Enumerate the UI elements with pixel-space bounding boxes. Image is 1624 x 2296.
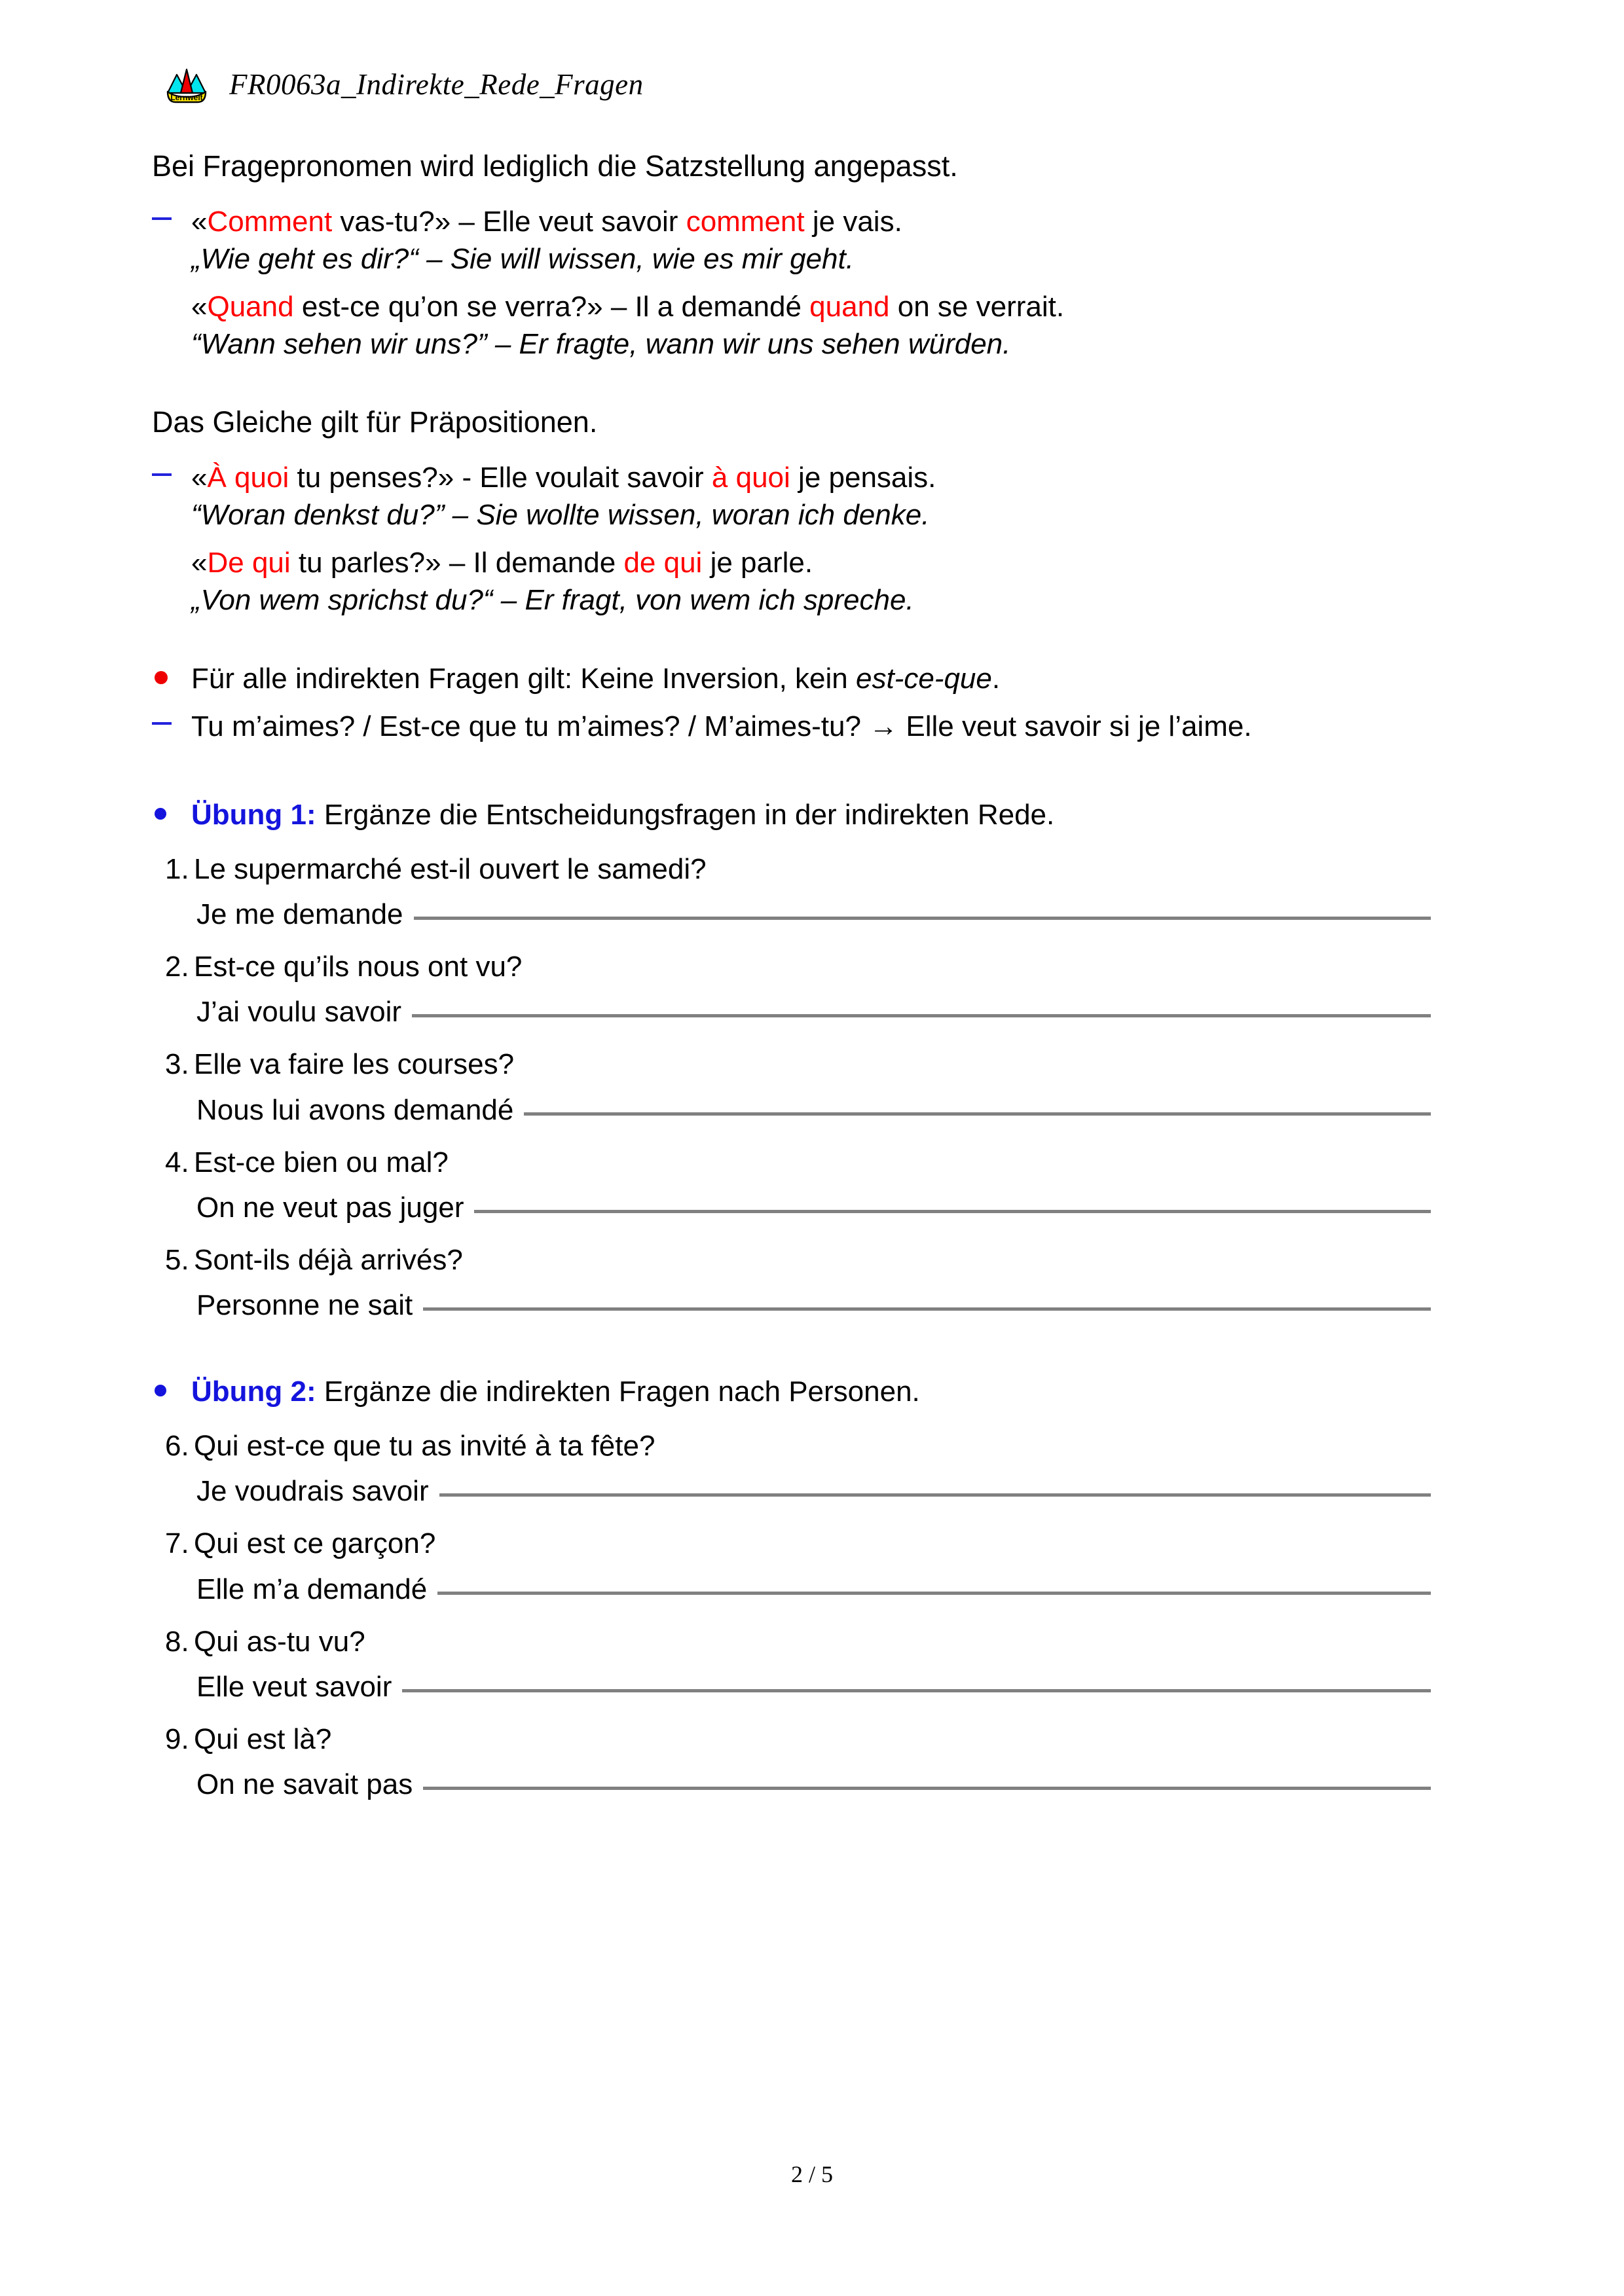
answer-prompt: Nous lui avons demandé	[196, 1093, 514, 1126]
example-middle: vas-tu?» – Elle veut savoir	[332, 205, 686, 238]
example-middle: est-ce qu’on se verra?» – Il a demandé	[293, 290, 810, 323]
exercise-question	[165, 948, 1624, 985]
answer-prompt: Je voudrais savoir	[196, 1475, 429, 1508]
exercise-question-text: Est-ce bien ou mal?	[194, 1146, 449, 1178]
theory-example-2b-translation: „Von wem sprichst du?“ – Er fragt, von wem ich spreche.	[191, 584, 914, 617]
exercise-question-text: Est-ce qu’ils nous ont vu?	[194, 951, 523, 983]
exercise-1-heading	[152, 796, 1624, 833]
page-footer	[0, 2160, 1624, 2188]
exercise-item-number: 6.	[165, 1430, 189, 1463]
exercise-question	[165, 1046, 1624, 1083]
answer-prompt: On ne veut pas juger	[196, 1191, 464, 1224]
answer-blank-line[interactable]	[439, 1493, 1431, 1497]
example-tail: on se verrait.	[889, 290, 1065, 323]
dash-bullet-icon	[152, 722, 172, 725]
lernwelt-logo-icon	[162, 60, 211, 109]
page-number: 2 / 5	[790, 2161, 833, 2187]
answer-prompt: On ne savait pas	[196, 1768, 413, 1800]
example-middle: tu parles?» – Il demande	[290, 547, 624, 579]
exercise-item-number: 9.	[165, 1722, 189, 1755]
example-keyword-1: Quand	[207, 290, 294, 323]
rule-text-pre: Für alle indirekten Fragen gilt: Keine Inversion, kein	[191, 662, 856, 695]
document-title: FR0063a_Indirekte_Rede_Fragen	[229, 68, 644, 101]
answer-blank-line[interactable]	[414, 917, 1431, 920]
exercise-answer-row	[196, 1289, 1624, 1322]
theory-example-1b	[191, 288, 1624, 325]
exercise-question	[165, 1623, 1624, 1660]
exercise-item-number: 4.	[165, 1146, 189, 1178]
dash-bullet-icon	[152, 473, 172, 476]
exercise-answer-row	[196, 898, 1624, 931]
example-tail: je pensais.	[790, 461, 936, 494]
exercise-question-text: Qui est là?	[194, 1722, 332, 1755]
example-middle: tu penses?» - Elle voulait savoir	[289, 461, 712, 494]
answer-blank-line[interactable]	[423, 1787, 1431, 1790]
exercise-item-number: 8.	[165, 1625, 189, 1658]
example-keyword-1: Comment	[207, 205, 333, 238]
theory-example-1a-translation: „Wie geht es dir?“ – Sie will wissen, wie es mir geht.	[191, 242, 854, 275]
answer-prompt: Elle veut savoir	[196, 1670, 392, 1703]
exercise-question-text: Elle va faire les courses?	[194, 1048, 515, 1081]
exercise-question	[165, 1525, 1624, 1562]
example-keyword-2: à quoi	[711, 461, 790, 494]
dash-bullet-icon	[152, 217, 172, 220]
svg-text:Lernwelt: Lernwelt	[170, 93, 203, 102]
exercise-question-text: Sont-ils déjà arrivés?	[194, 1243, 463, 1276]
document-body	[0, 147, 1624, 1801]
exercise-question	[165, 1427, 1624, 1465]
answer-prompt: Personne ne sait	[196, 1289, 413, 1321]
answer-prompt: J’ai voulu savoir	[196, 996, 402, 1029]
exercise-2-heading	[152, 1373, 1624, 1410]
document-header	[162, 60, 644, 109]
theory-intro-1: Bei Fragepronomen wird lediglich die Satzstellung angepasst.	[152, 149, 958, 183]
theory-example-2a	[152, 459, 1624, 496]
example-quote-open: «	[191, 205, 208, 238]
exercise-question-text: Qui est-ce que tu as invité à ta fête?	[194, 1430, 655, 1463]
rule-text-italic: est-ce-que	[855, 662, 992, 695]
example-quote-open: «	[191, 290, 208, 323]
red-dot-bullet-icon	[155, 671, 168, 684]
exercise-item-number: 7.	[165, 1527, 189, 1560]
theory-example-2a-translation: “Woran denkst du?” – Sie wollte wissen, woran ich denke.	[191, 498, 930, 531]
exercise-answer-row	[196, 996, 1624, 1029]
example-keyword-1: De qui	[207, 547, 291, 579]
exercise-1-instruction: Ergänze die Entscheidungsfragen in der indirekten Rede.	[316, 798, 1055, 831]
theory-example-1a	[152, 203, 1624, 240]
rule-text-post: .	[991, 662, 1001, 695]
exercise-2-instruction: Ergänze die indirekten Fragen nach Personen.	[316, 1376, 920, 1408]
exercise-2-label: Übung 2:	[191, 1376, 316, 1408]
exercise-answer-row	[196, 1768, 1624, 1801]
theory-intro-2: Das Gleiche gilt für Präpositionen.	[152, 405, 598, 439]
blue-dot-bullet-icon	[155, 808, 166, 820]
exercise-question-text: Qui as-tu vu?	[194, 1625, 365, 1658]
exercise-question	[165, 1721, 1624, 1758]
exercise-question-text: Qui est ce garçon?	[194, 1527, 436, 1560]
answer-blank-line[interactable]	[524, 1112, 1431, 1116]
example-keyword-2: de qui	[623, 547, 703, 579]
exercise-answer-row	[196, 1192, 1624, 1224]
theory-rule-example	[152, 708, 1624, 745]
example-quote-open: «	[191, 547, 208, 579]
theory-rule-main	[152, 660, 1624, 697]
example-keyword-2: comment	[686, 205, 805, 238]
example-keyword-2: quand	[809, 290, 890, 323]
answer-blank-line[interactable]	[474, 1210, 1431, 1213]
answer-blank-line[interactable]	[437, 1592, 1431, 1595]
blue-dot-bullet-icon	[155, 1385, 166, 1396]
example-quote-open: «	[191, 461, 208, 494]
exercise-1-label: Übung 1:	[191, 798, 316, 831]
example-tail: je vais.	[804, 205, 902, 238]
example-keyword-1: À quoi	[207, 461, 289, 494]
exercise-answer-row	[196, 1671, 1624, 1704]
exercise-question-text: Le supermarché est-il ouvert le samedi?	[194, 853, 707, 886]
theory-example-2b	[191, 544, 1624, 581]
exercise-item-number: 1.	[165, 853, 189, 886]
exercise-question	[165, 1144, 1624, 1181]
exercise-answer-row	[196, 1573, 1624, 1606]
exercise-answer-row	[196, 1094, 1624, 1127]
answer-blank-line[interactable]	[412, 1014, 1431, 1017]
answer-prompt: Elle m’a demandé	[196, 1573, 428, 1605]
exercise-item-number: 2.	[165, 951, 189, 983]
theory-example-1b-translation: “Wann sehen wir uns?” – Er fragte, wann wir uns sehen würden.	[191, 328, 1011, 361]
example-tail: je parle.	[702, 547, 813, 579]
exercise-question	[165, 850, 1624, 888]
answer-blank-line[interactable]	[402, 1689, 1431, 1692]
exercise-question	[165, 1241, 1624, 1279]
exercise-answer-row	[196, 1475, 1624, 1508]
exercise-item-number: 3.	[165, 1048, 189, 1081]
answer-prompt: Je me demande	[196, 898, 403, 931]
rule-example-text: Tu m’aimes? / Est-ce que tu m’aimes? / M’aimes-tu? → Elle veut savoir si je l’aime.	[191, 710, 1252, 742]
answer-blank-line[interactable]	[423, 1307, 1431, 1311]
exercise-item-number: 5.	[165, 1243, 189, 1276]
